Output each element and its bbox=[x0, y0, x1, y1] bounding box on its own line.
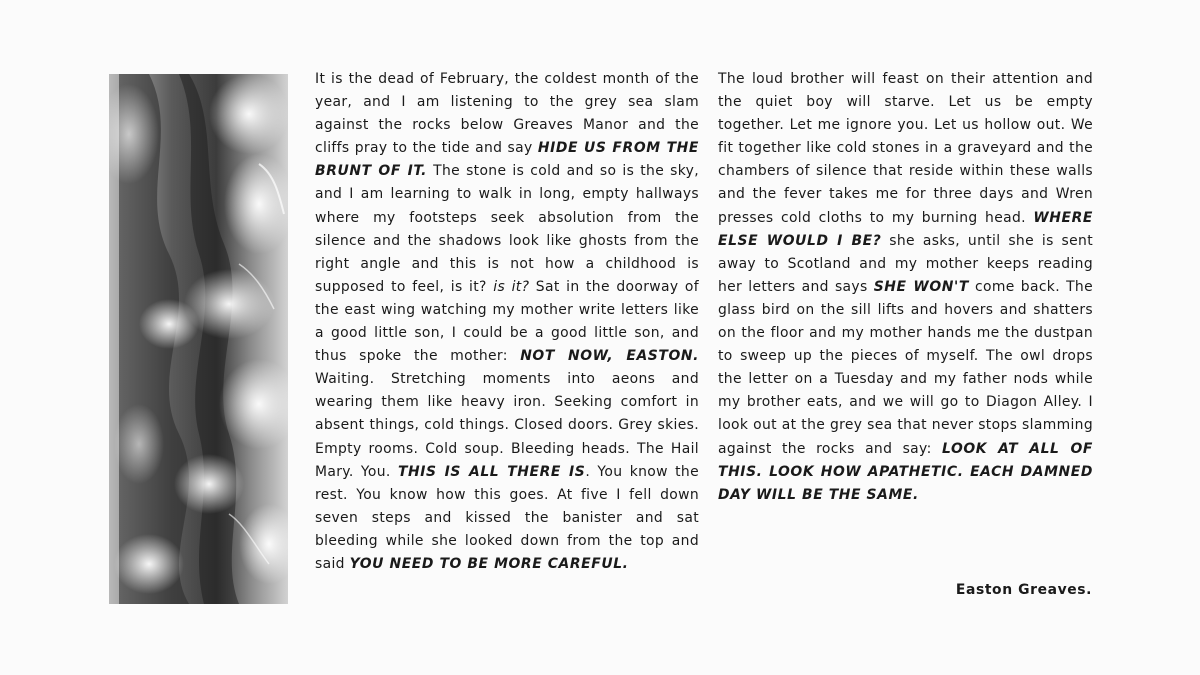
text-run: Sat in the doorway of the east wing watching my mother write letters like a good little son, I could be a good little son, and thus spoke the mother: bbox=[315, 278, 699, 365]
emphasis-run: SHE WON'T bbox=[873, 278, 969, 295]
text-run: The loud brother will feast on their attention and the quiet boy will starve. Let us be empty together. Let me ignore you. Let us hollow out. We fit together like cold stones in a graveyard and the chambers of silence that reside within these walls and the fever takes me for three days and Wren presses cold cloths to my burning head. bbox=[718, 71, 1093, 226]
right-text-column bbox=[718, 68, 1093, 507]
text-run: . You know the rest. You know how this goes. At five I fell down seven steps and kissed the banister and sat bleeding while she looked down from the top and said bbox=[315, 463, 699, 572]
emphasis-run: HIDE US FROM THE BRUNT OF IT. bbox=[315, 140, 699, 180]
emphasis-run: THIS IS ALL THERE IS bbox=[397, 463, 586, 480]
emphasis-run: LOOK AT ALL OF THIS. LOOK HOW APATHETIC. EACH DAMNED DAY WILL BE THE SAME. bbox=[718, 440, 1093, 503]
sea-waves-image bbox=[109, 74, 288, 604]
emphasis-run: YOU NEED TO BE MORE CAREFUL. bbox=[349, 555, 629, 572]
sea-photo bbox=[109, 74, 288, 604]
text-run: she asks, until she is sent away to Scotland and my mother keeps reading her letters and says bbox=[718, 232, 1093, 295]
text-run: It is the dead of February, the coldest month of the year, and I am listening to the grey sea slam against the rocks below Greaves Manor and the cliffs pray to the tide and say bbox=[315, 71, 699, 157]
text-run: The stone is cold and so is the sky, and I am learning to walk in long, empty hallways where my footsteps seek absolution from the silence and the shadows look like ghosts from the right angle and this is not how a childhood is supposed to feel, is it? bbox=[315, 163, 699, 295]
text-run: come back. The glass bird on the sill lifts and hovers and shatters on the floor and my mother hands me the dustpan to sweep up the pieces of myself. The owl drops the letter on a Tuesday and my father nods while my brother eats, and we will go to Diagon Alley. I look out at the grey sea that never stops slamming against the rocks and say: bbox=[718, 278, 1093, 457]
emphasis-run: WHERE ELSE WOULD I BE? bbox=[718, 209, 1093, 249]
text-run: Waiting. Stretching moments into aeons and wearing them like heavy iron. Seeking comfort in absent things, cold things. Closed doors. Grey skies. Empty rooms. Cold soup. Bleeding heads. The Hail Mary. You. bbox=[315, 371, 699, 480]
italic-run: is it? bbox=[493, 278, 530, 295]
emphasis-run: NOT NOW, EASTON. bbox=[520, 348, 700, 365]
signature: Easton Greaves. bbox=[955, 582, 1092, 598]
left-text-column bbox=[315, 68, 699, 576]
